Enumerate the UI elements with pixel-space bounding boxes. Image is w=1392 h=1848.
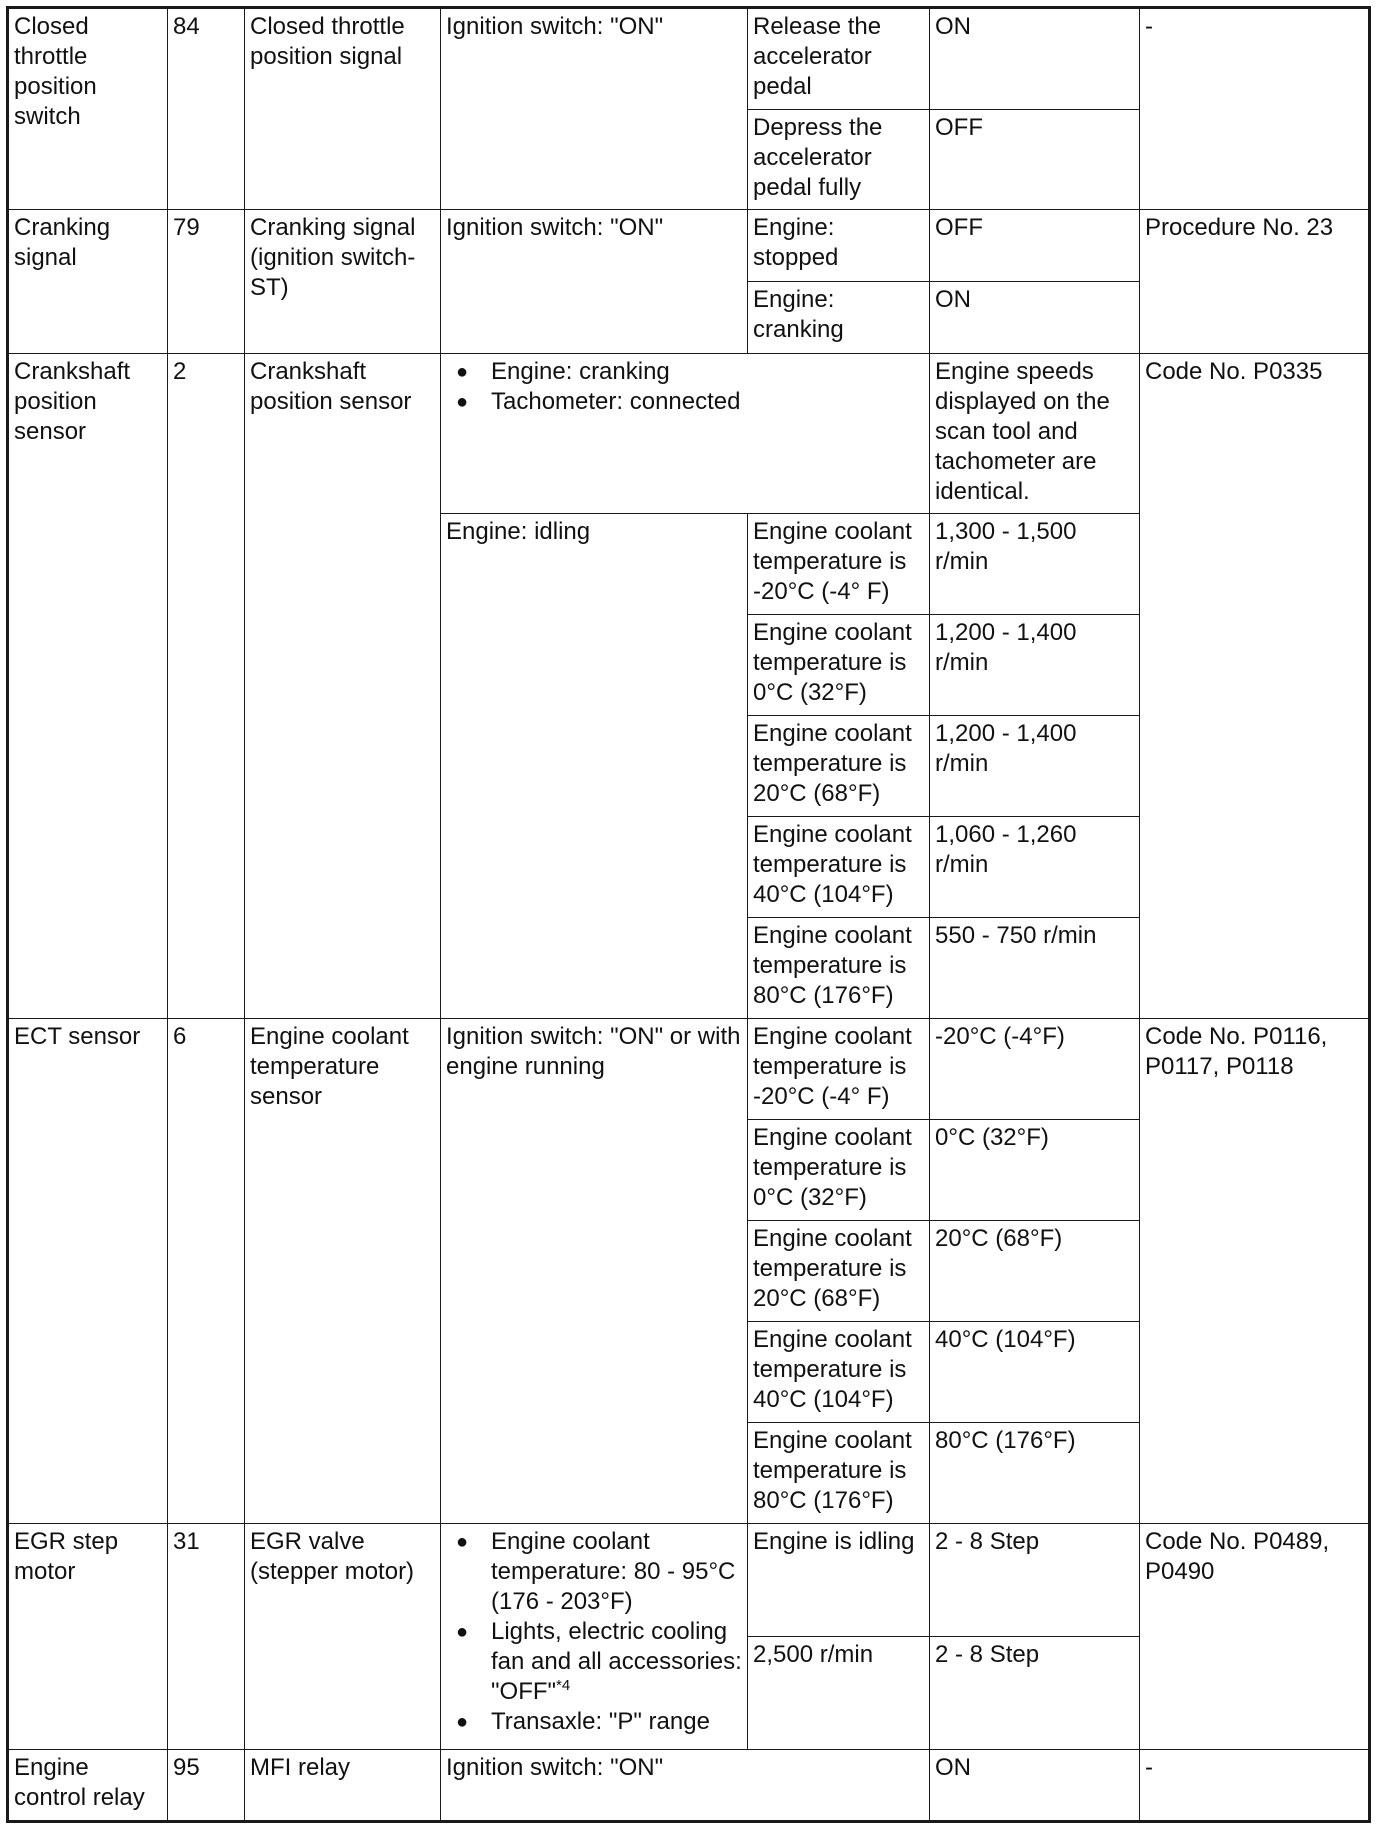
normal-cell: 80°C (176°F) (930, 1423, 1140, 1524)
condition-cell: Ignition switch: "ON" (441, 1750, 930, 1822)
normal-cell: 2 - 8 Step (930, 1637, 1140, 1750)
item-cell: Engine control relay (8, 1750, 168, 1822)
signal-name-cell: Crankshaft position sensor (245, 354, 441, 1019)
test-cell: 2,500 r/min (748, 1637, 930, 1750)
reference-cell: Procedure No. 23 (1140, 210, 1370, 354)
bullet-item: ● Tachometer: connected (491, 387, 924, 417)
test-cell: Release the accelerator pedal (748, 8, 930, 110)
normal-cell: 20°C (68°F) (930, 1221, 1140, 1322)
normal-cell: 0°C (32°F) (930, 1120, 1140, 1221)
test-cell: Engine coolant temperature is 20°C (68°F) (748, 716, 930, 817)
test-cell: Engine is idling (748, 1524, 930, 1637)
terminal-no-cell: 79 (168, 210, 245, 354)
terminal-no-cell: 6 (168, 1019, 245, 1524)
normal-cell: ON (930, 282, 1140, 354)
test-cell: Engine coolant temperature is -20°C (-4° F) (748, 514, 930, 615)
item-cell: EGR step motor (8, 1524, 168, 1750)
condition-list (446, 357, 924, 417)
signal-name-cell: Closed throttle position signal (245, 8, 441, 210)
item-cell: Crankshaft position sensor (8, 354, 168, 1019)
test-cell: Engine: cranking (748, 282, 930, 354)
condition-cell (441, 354, 930, 514)
table-row (8, 210, 1370, 282)
normal-cell: ON (930, 8, 1140, 110)
test-cell: Engine: stopped (748, 210, 930, 282)
reference-cell: - (1140, 1750, 1370, 1822)
normal-cell: ON (930, 1750, 1140, 1822)
item-cell: ECT sensor (8, 1019, 168, 1524)
signal-name-cell: Cranking signal (ignition switch-ST) (245, 210, 441, 354)
reference-cell: Code No. P0335 (1140, 354, 1370, 1019)
normal-cell: 1,200 - 1,400 r/min (930, 716, 1140, 817)
test-cell: Engine coolant temperature is 40°C (104°F) (748, 817, 930, 918)
normal-cell: 1,200 - 1,400 r/min (930, 615, 1140, 716)
bullet-item (491, 1617, 742, 1707)
table-row (8, 354, 1370, 514)
bullet-item: ● Engine coolant temperature: 80 - 95°C (176 - 203°F) (491, 1527, 742, 1617)
test-cell: Engine coolant temperature is -20°C (-4° F) (748, 1019, 930, 1120)
normal-cell: OFF (930, 110, 1140, 210)
signal-name-cell: Engine coolant temperature sensor (245, 1019, 441, 1524)
spec-table (6, 6, 1371, 1823)
test-cell: Engine coolant temperature is 0°C (32°F) (748, 615, 930, 716)
table-row (8, 1750, 1370, 1822)
item-cell: Cranking signal (8, 210, 168, 354)
table-row (8, 1524, 1370, 1637)
test-cell: Engine coolant temperature is 20°C (68°F) (748, 1221, 930, 1322)
normal-cell: Engine speeds displayed on the scan tool and tachometer are identical. (930, 354, 1140, 514)
test-cell: Depress the accelerator pedal fully (748, 110, 930, 210)
test-cell: Engine coolant temperature is 40°C (104°F) (748, 1322, 930, 1423)
footnote-mark: *4 (556, 1677, 571, 1694)
terminal-no-cell: 95 (168, 1750, 245, 1822)
normal-cell: 1,060 - 1,260 r/min (930, 817, 1140, 918)
signal-name-cell: EGR valve (stepper motor) (245, 1524, 441, 1750)
test-cell: Engine coolant temperature is 80°C (176°F) (748, 918, 930, 1019)
table-row (8, 8, 1370, 110)
normal-cell: 2 - 8 Step (930, 1524, 1140, 1637)
normal-cell: -20°C (-4°F) (930, 1019, 1140, 1120)
signal-name-cell: MFI relay (245, 1750, 441, 1822)
condition-list (446, 1527, 742, 1737)
reference-cell: Code No. P0116, P0117, P0118 (1140, 1019, 1370, 1524)
bullet-item: ● Engine: cranking (491, 357, 924, 387)
normal-cell: 40°C (104°F) (930, 1322, 1140, 1423)
bullet-item: ● Transaxle: "P" range (491, 1707, 742, 1737)
item-cell: Closed throttle position switch (8, 8, 168, 210)
test-cell: Engine coolant temperature is 0°C (32°F) (748, 1120, 930, 1221)
bullet-text: Lights, electric cooling fan and all accessories: "OFF" (491, 1618, 742, 1705)
table-row (8, 1019, 1370, 1120)
condition-cell: Ignition switch: "ON" (441, 8, 748, 210)
reference-cell: Code No. P0489, P0490 (1140, 1524, 1370, 1750)
condition-cell (441, 1524, 748, 1750)
condition-cell: Ignition switch: "ON" or with engine running (441, 1019, 748, 1524)
normal-cell: 1,300 - 1,500 r/min (930, 514, 1140, 615)
condition-cell: Ignition switch: "ON" (441, 210, 748, 354)
condition-cell: Engine: idling (441, 514, 748, 1019)
test-cell: Engine coolant temperature is 80°C (176°F) (748, 1423, 930, 1524)
normal-cell: OFF (930, 210, 1140, 282)
terminal-no-cell: 84 (168, 8, 245, 210)
terminal-no-cell: 2 (168, 354, 245, 1019)
reference-cell: - (1140, 8, 1370, 210)
terminal-no-cell: 31 (168, 1524, 245, 1750)
normal-cell: 550 - 750 r/min (930, 918, 1140, 1019)
